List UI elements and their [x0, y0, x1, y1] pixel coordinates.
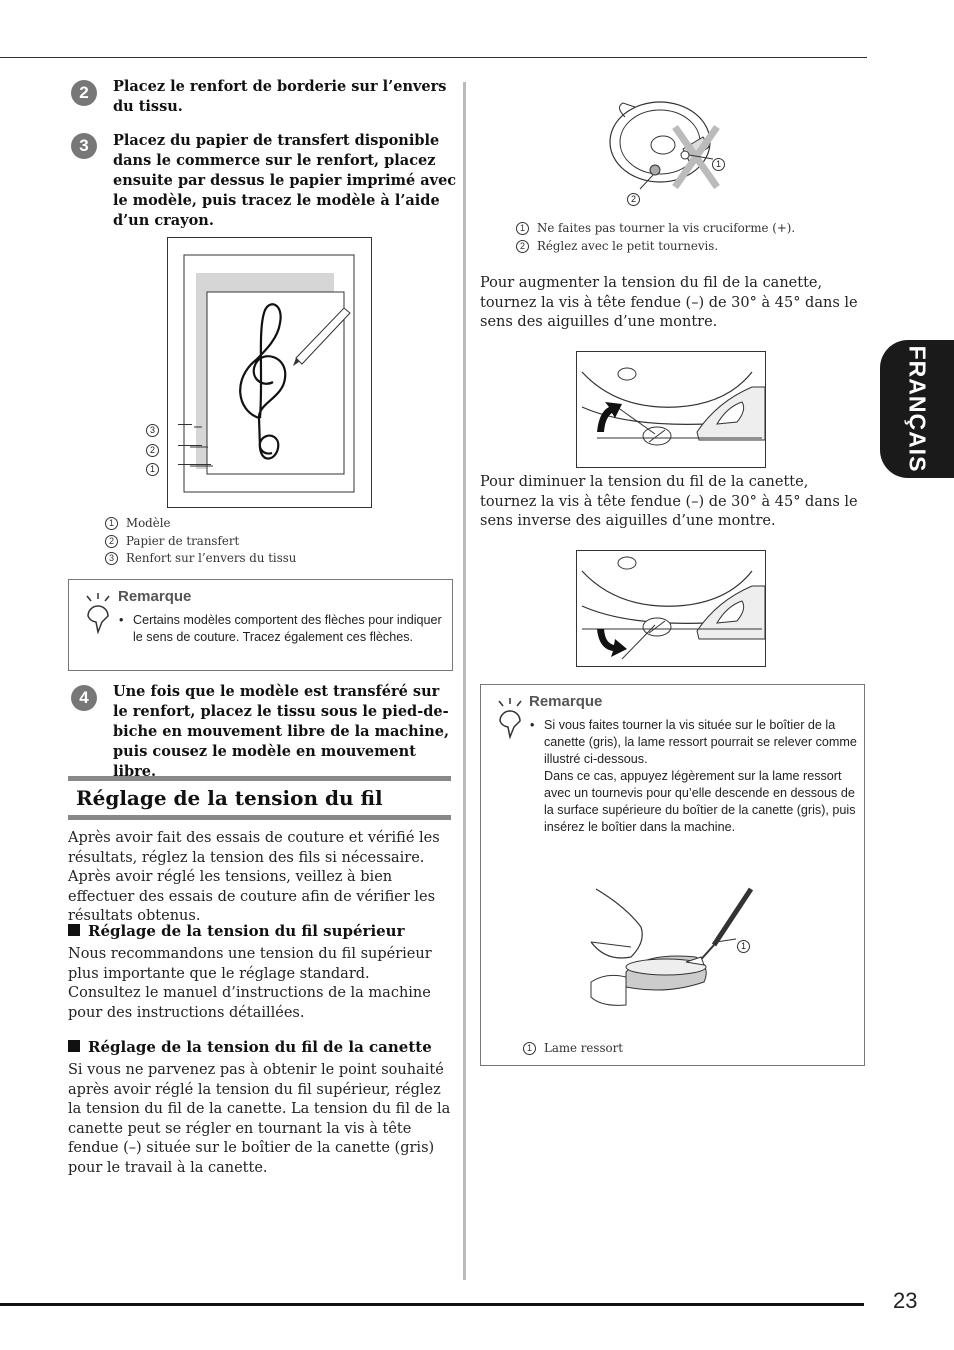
subheading-bobbin-thread: Réglage de la tension du fil de la canette	[68, 1038, 458, 1056]
note-title: Remarque	[529, 693, 603, 710]
language-tab	[880, 340, 954, 478]
subheading-upper-thread: Réglage de la tension du fil supérieur	[68, 922, 458, 940]
leader-line	[178, 424, 192, 425]
transfer-illustration	[167, 237, 372, 508]
note-icon	[495, 697, 525, 739]
note-box	[68, 579, 453, 671]
bobbin-thread-text: Si vous ne parvenez pas à obtenir le point souhaité après avoir réglé la tension du fil supérieur, réglez la tension du fil de la canette. La tension du fil de la canette peut se régler en tournant la vis à tête fendue (–) située sur le boîtier de la canette (gris) pour le travail à la canette.	[68, 1062, 451, 1176]
legend-item: 1 Ne faites pas tourner la vis cruciforme (+).	[516, 220, 856, 238]
page-number: 23	[893, 1288, 918, 1313]
counterclockwise-illustration	[576, 550, 766, 667]
bottom-rule	[0, 1303, 864, 1306]
note-box	[480, 684, 865, 1066]
note-text: • Certains modèles comportent des flèches pour indiquer le sens de couture. Tracez également ces flèches.	[119, 613, 442, 644]
column-separator	[463, 82, 466, 1280]
figure2-legend	[516, 220, 856, 255]
step-number-3: 3	[71, 133, 97, 159]
legend-item: 3 Renfort sur l’envers du tissu	[105, 550, 445, 568]
note2-legend: 1 Lame ressort	[523, 1040, 623, 1058]
legend-item: 2 Papier de transfert	[105, 533, 445, 551]
clockwise-illustration	[576, 351, 766, 468]
legend-item: 2 Réglez avec le petit tournevis.	[516, 238, 856, 256]
figure2-callout-1: 1	[712, 153, 733, 172]
square-bullet-icon	[68, 924, 80, 936]
clockwise-drawing	[577, 352, 765, 467]
increase-tension-text: Pour augmenter la tension du fil de la canette, tournez la vis à tête fendue (–) de 30° à 45° dans le sens des aiguilles d’une montre.	[480, 275, 858, 330]
figure1-callout-3: 3	[146, 419, 167, 438]
transfer-illustration-drawing	[168, 238, 373, 509]
step-2-text: Placez le renfort de borderie sur l’envers du tissu.	[113, 78, 447, 115]
square-bullet-icon	[68, 1040, 80, 1052]
step-3-text: Placez du papier de transfert disponible dans le commerce sur le renfort, placez ensuite par dessus le papier imprimé avec le modèle, puis tracez le modèle à l’aide d’un crayon.	[113, 132, 457, 229]
figure2-callout-2: 2	[627, 188, 648, 207]
legend-item: 1 Modèle	[105, 515, 445, 533]
figure1-callout-1: 1	[146, 458, 167, 477]
section-intro: Après avoir fait des essais de couture et vérifié les résultats, réglez la tension des fils si nécessaire. Après avoir réglé les tensions, veillez à bien effectuer des essais de couture afin de vérifier les résultats obtenus.	[68, 830, 440, 924]
language-tab-label: FRANÇAIS	[904, 345, 931, 473]
note-icon	[83, 592, 113, 634]
figure1-callout-2: 2	[146, 439, 167, 458]
section-heading: Réglage de la tension du fil	[68, 776, 451, 820]
note-title: Remarque	[118, 588, 192, 605]
leader-line	[178, 445, 202, 446]
figure1-legend	[105, 515, 445, 568]
step-number-4: 4	[71, 685, 97, 711]
top-rule	[0, 57, 867, 58]
bobbin-case-illustration	[605, 97, 735, 207]
upper-thread-text: Nous recommandons une tension du fil supérieur plus importante que le réglage standard. Consultez le manuel d’instructions de la machine pour des instructions détaillées.	[68, 946, 432, 1021]
step-4-text: Une fois que le modèle est transféré sur le renfort, placez le tissu sous le pied-de-biche en mouvement libre de la machine, puis cousez le modèle en mouvement libre.	[113, 683, 450, 780]
counterclockwise-drawing	[577, 551, 765, 666]
note2-callout-1: 1	[737, 935, 758, 954]
leader-line	[178, 464, 211, 465]
step-number-2: 2	[71, 80, 97, 106]
note-text: • Si vous faites tourner la vis située sur le boîtier de la canette (gris), la lame ressort pourrait se relever comme illustré ci-dessous. Dans ce cas, appuyez légèrement sur la lame ressort avec un tournevis pour qu’elle descende en dessous de la surface supérieure du boîtier de la canette (gris), puis insérez le boîtier dans la machine.	[530, 718, 857, 834]
decrease-tension-text: Pour diminuer la tension du fil de la canette, tournez la vis à tête fendue (–) de 30° à 45° dans le sens inverse des aiguilles d’une montre.	[480, 474, 858, 529]
